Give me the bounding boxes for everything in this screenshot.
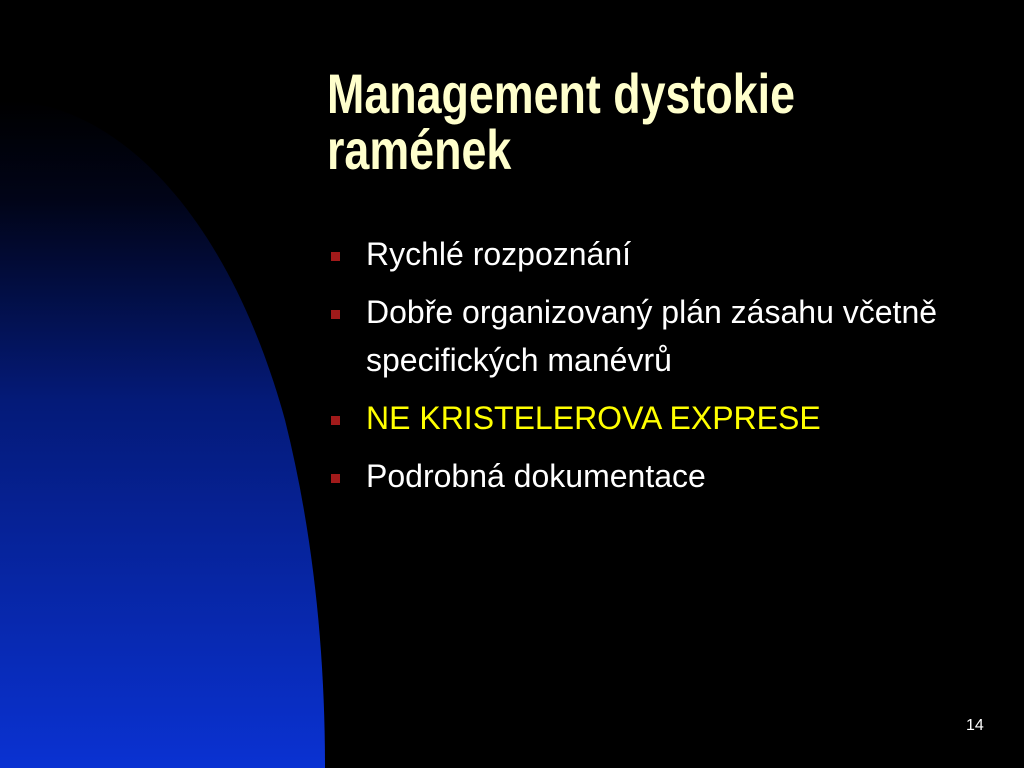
bullet-item-2 [325,288,1005,384]
bullet-square-icon [331,310,340,319]
slide-title [327,62,871,181]
bullet-list [325,230,1005,510]
bullet-item-3 [325,394,1005,442]
bullet-text: Rychlé rozpoznání [366,236,632,272]
bullet-item-4 [325,452,1005,500]
bullet-text: Dobře organizovaný plán zásahu včetně specifických manévrů [366,294,938,378]
bullet-square-icon [331,416,340,425]
bullet-square-icon [331,252,340,261]
bullet-text-highlighted: NE KRISTELEROVA EXPRESE [366,400,821,436]
bullet-item-1 [325,230,1005,278]
title-line-1: Management dystokie [327,62,796,125]
bullet-square-icon [331,474,340,483]
page-number: 14 [966,717,984,734]
title-line-2: ramének [327,118,512,181]
bullet-text: Podrobná dokumentace [366,458,706,494]
